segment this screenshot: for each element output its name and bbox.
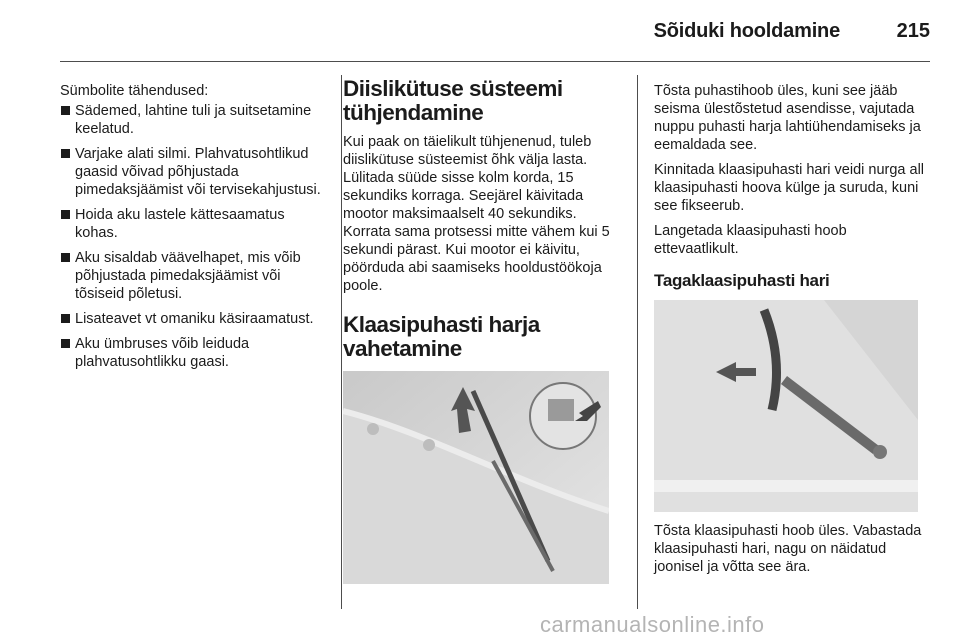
column-diesel-and-wiper [343, 76, 625, 584]
list-item-text: Lisateavet vt omaniku käsiraamatust. [75, 311, 314, 327]
list-item [60, 145, 330, 199]
paragraph-attach-blade: Kinnitada klaasipuhasti hari veidi nurga all klaasipuhasti hoova külge ja suruda, kuni see fikseerub. [654, 162, 925, 214]
heading-wiper-blade-replacement: Klaasipuhasti harja vahetamine [343, 312, 540, 361]
list-item [60, 310, 330, 328]
paragraph-diesel-draining: Kui paak on täielikult tühjenenud, tuleb diislikütuse süsteemist õhk välja lasta. Lülitada süüde sisse kolm korda, 15 sekundiks korraga. Seejärel käivitada mootor maksimaalselt 40 sekundiks. Korrata sama protsessi mitte vähem kui 5 sekundi pärast. Kui mootor ei käivitu, pöörduda abi saamiseks hooldustöökoja poole. [343, 134, 610, 294]
list-item [60, 249, 330, 303]
heading-rear-wiper-blade: Tagaklaasipuhasti hari [654, 271, 830, 290]
front-wiper-illustration [343, 371, 609, 584]
column-wiper-instructions [654, 82, 934, 583]
symbol-list [60, 102, 330, 371]
washer-nozzle-icon [423, 439, 435, 451]
release-clip [548, 399, 574, 421]
list-item [60, 102, 330, 138]
heading-diesel-system-draining: Diislikütuse süsteemi tühjendamine [343, 76, 563, 125]
header-rule [60, 61, 930, 62]
paragraph-lift-wiper: Tõsta puhastihoob üles, kuni see jääb seisma ülestõstetud asendisse, vajutada nuppu puhasti harja lahtiühendamiseks ja eemaldada see. [654, 83, 921, 153]
list-item-text: Sädemed, lahtine tuli ja suitsetamine keelatud. [75, 103, 312, 137]
list-item-text: Varjake alati silmi. Plahvatusohtlikud gaasid võivad põhjustada pimedaksjäämist või tervisekahjustusi. [75, 146, 321, 198]
bullet-icon [61, 106, 70, 115]
bullet-icon [61, 210, 70, 219]
bullet-icon [61, 149, 70, 158]
list-item-text: Aku ümbruses võib leiduda plahvatusohtlikku gaasi. [75, 336, 250, 370]
column-divider-right [637, 75, 638, 609]
list-item-text: Hoida aku lastele kättesaamatus kohas. [75, 207, 285, 241]
list-item-text: Aku sisaldab väävelhapet, mis võib põhjustada pimedaksjäämist või tõsiseid põletusi. [75, 250, 301, 302]
bullet-icon [61, 314, 70, 323]
list-item [60, 206, 330, 242]
washer-nozzle-icon [367, 423, 379, 435]
column-battery-symbols [60, 82, 330, 378]
symbols-intro: Sümbolite tähendused: [60, 83, 209, 99]
paragraph-rear-wiper-removal: Tõsta klaasipuhasti hoob üles. Vabastada klaasipuhasti hari, nagu on näidatud joonisel ja võtta see ära. [654, 523, 922, 575]
rear-wiper-illustration [654, 300, 918, 512]
watermark: carmanualsonline.info [540, 612, 765, 637]
running-header-title: Sõiduki hooldamine [653, 20, 840, 42]
list-item [60, 335, 330, 371]
bullet-icon [61, 339, 70, 348]
bullet-icon [61, 253, 70, 262]
wiper-pivot [873, 445, 887, 459]
page-number: 215 [896, 20, 930, 42]
column-divider-left [341, 75, 342, 609]
paragraph-lower-arm: Langetada klaasipuhasti hoob ettevaatlikult. [654, 223, 847, 257]
tailgate-edge [654, 480, 918, 492]
